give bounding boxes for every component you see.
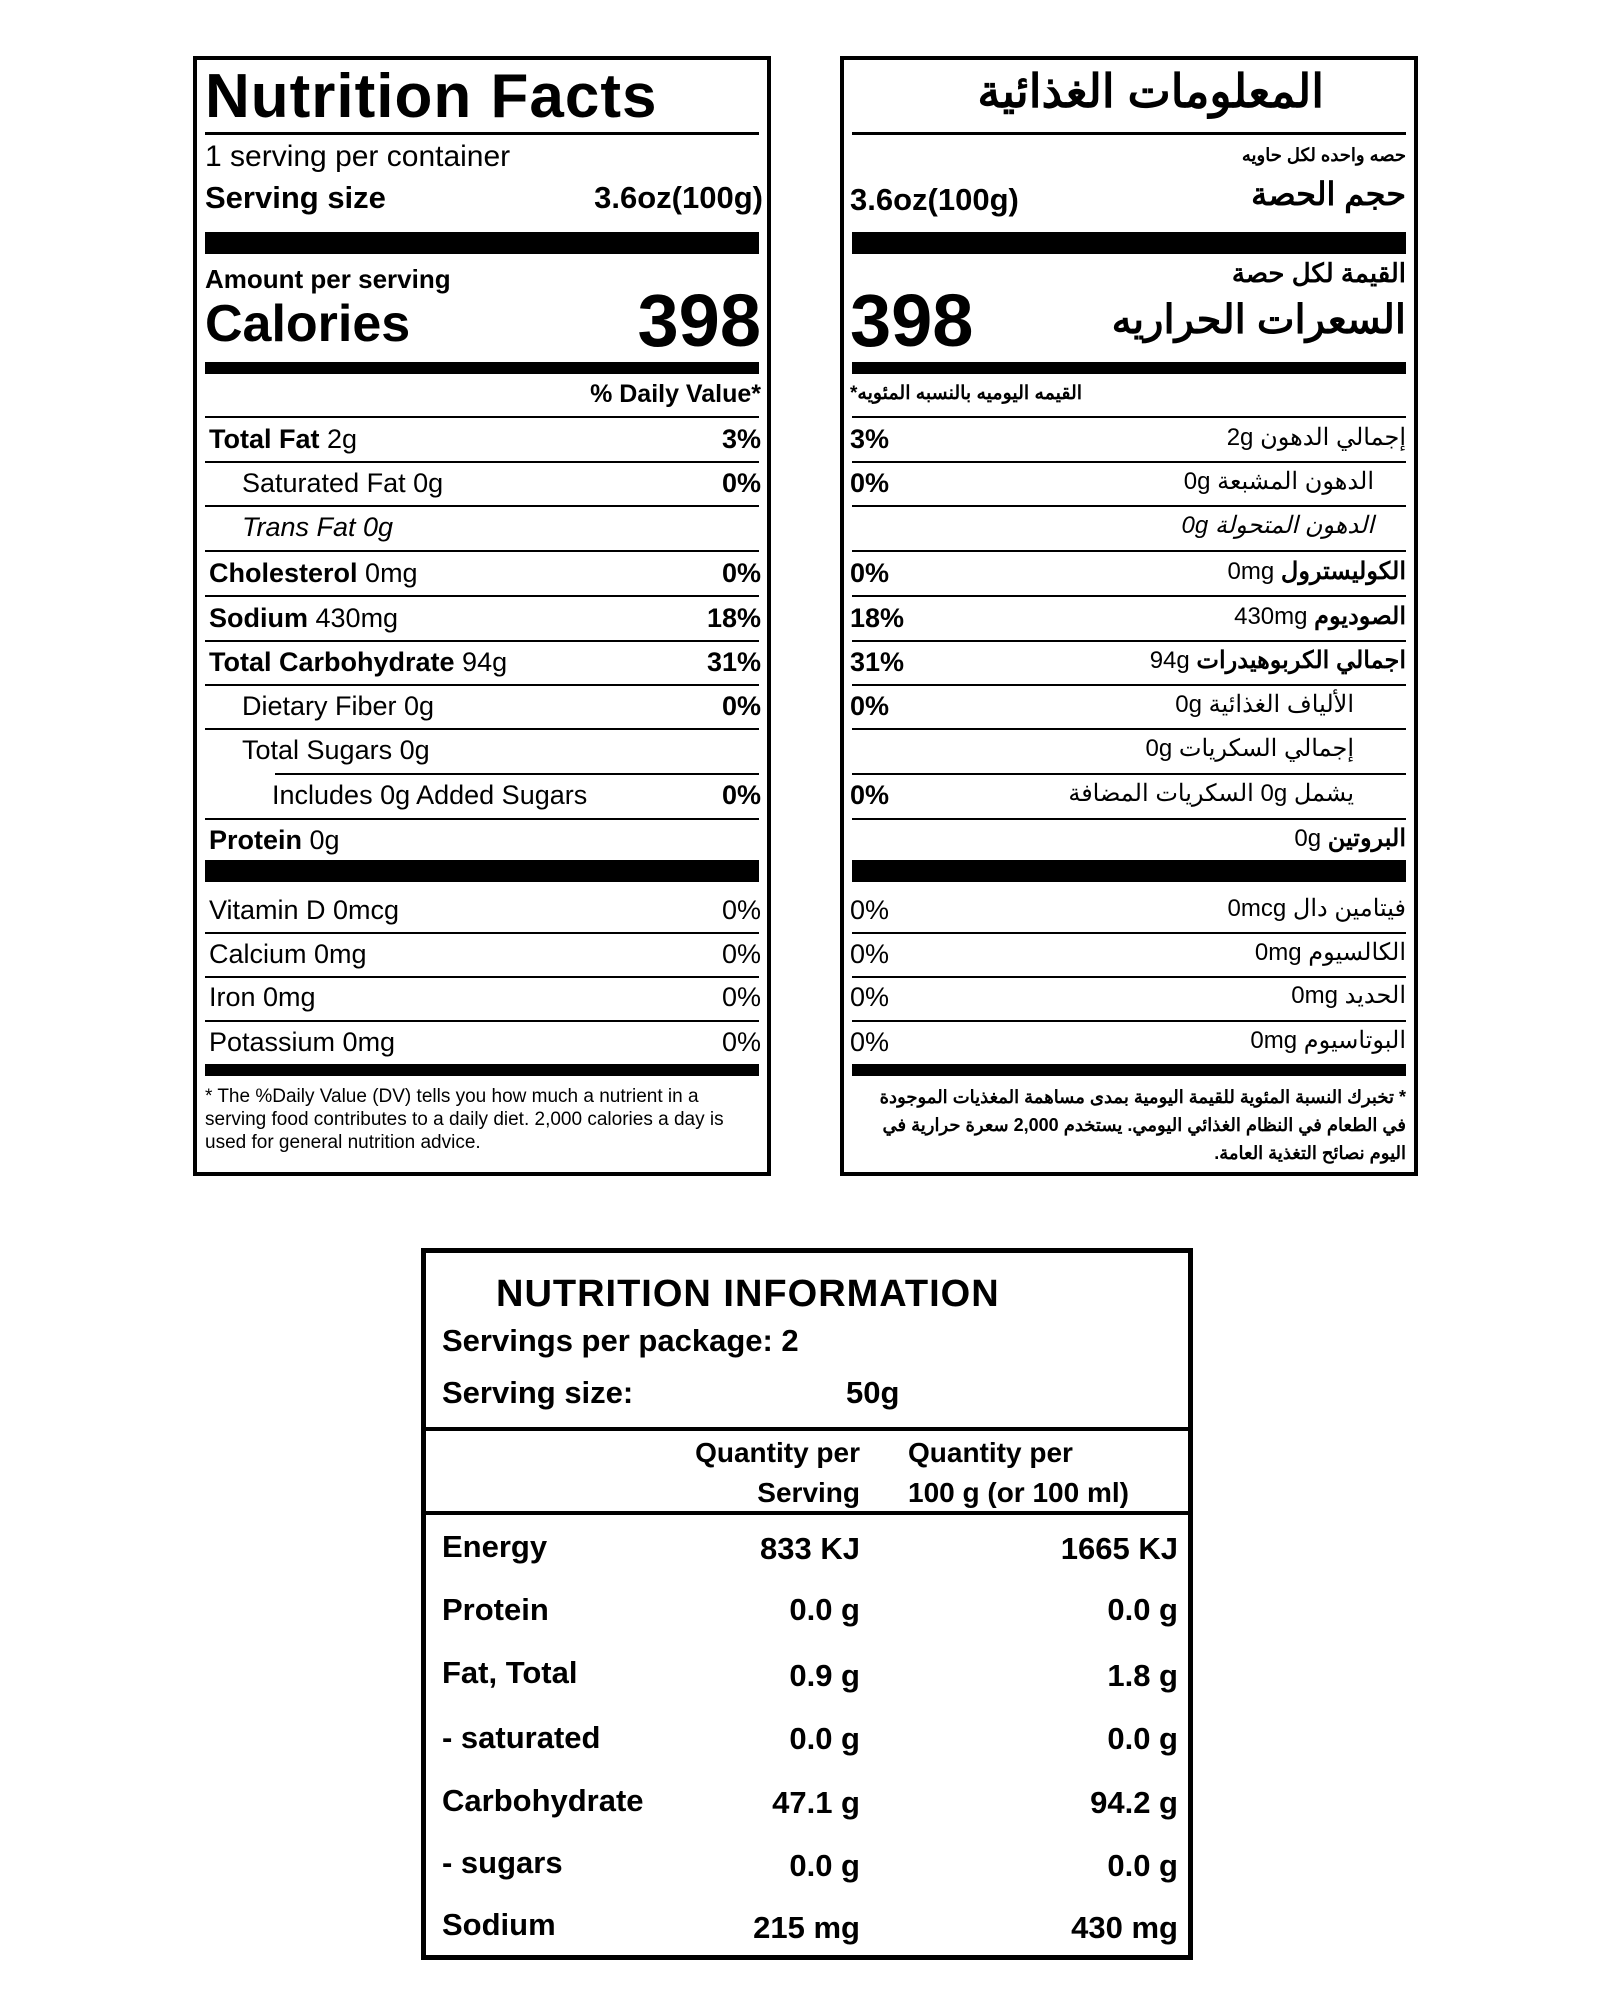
en-nutrient-row: Sodium 430mg xyxy=(209,603,399,633)
col-per-serving-header-2: Serving xyxy=(757,1477,860,1508)
en-footnote: * The %Daily Value (DV) tells you how much a nutrient in a serving food contributes to a daily diet. 2,000 calories a day is used for general nutrition advice. xyxy=(205,1086,724,1153)
en-serving-size-label: Serving size xyxy=(205,180,386,215)
medium-divider xyxy=(852,362,1406,374)
divider xyxy=(205,132,759,135)
divider xyxy=(852,1020,1406,1022)
divider xyxy=(852,684,1406,686)
ar-vitamin-row: الحديد 0mg xyxy=(1291,982,1406,1009)
info-row-name: Sodium xyxy=(442,1907,556,1942)
divider xyxy=(205,684,759,686)
medium-divider xyxy=(205,1064,759,1076)
en-vitamin-dv: 0% xyxy=(721,982,761,1012)
divider xyxy=(205,595,759,597)
ar-nutrient-row: الدهون المتحولة 0g xyxy=(1181,512,1374,539)
col-per-serving-header-1: Quantity per xyxy=(695,1437,860,1468)
info-row-per-100: 0.0 g xyxy=(1107,1721,1178,1756)
thick-divider xyxy=(852,232,1406,254)
ar-servings-per-container: حصه واحده لكل حاويه xyxy=(1241,145,1406,165)
ar-daily-value-header: القيمه اليوميه بالنسبه المئويه* xyxy=(850,383,1083,404)
divider xyxy=(852,728,1406,730)
en-vitamin-dv: 0% xyxy=(721,1027,761,1057)
info-title: NUTRITION INFORMATION xyxy=(496,1273,1000,1315)
en-nutrient-dv: 0% xyxy=(721,780,761,810)
divider xyxy=(852,416,1406,418)
info-row-per-100: 430 mg xyxy=(1071,1910,1178,1945)
en-nutrient-dv: 31% xyxy=(706,647,761,677)
info-row-name: - sugars xyxy=(442,1845,563,1880)
divider xyxy=(852,932,1406,934)
en-title: Nutrition Facts xyxy=(205,62,658,131)
ar-calories-label: السعرات الحراريه xyxy=(1111,298,1406,342)
info-row-per-serving: 0.0 g xyxy=(789,1848,860,1883)
en-calories-label: Calories xyxy=(205,295,411,353)
divider xyxy=(852,461,1406,463)
en-nutrient-row: Saturated Fat 0g xyxy=(242,468,444,498)
thick-divider xyxy=(205,232,759,254)
ar-vitamin-dv: 0% xyxy=(850,1027,890,1057)
ar-vitamin-dv: 0% xyxy=(850,895,890,925)
divider xyxy=(852,818,1406,820)
en-nutrient-row: Cholesterol 0mg xyxy=(209,558,418,588)
info-row-per-serving: 215 mg xyxy=(753,1910,860,1945)
en-nutrient-row: Dietary Fiber 0g xyxy=(242,691,435,721)
en-amount-per-serving: Amount per serving xyxy=(205,264,451,294)
info-serving-size-label: Serving size: xyxy=(442,1375,634,1410)
info-row-per-serving: 0.9 g xyxy=(789,1658,860,1693)
en-vitamin-dv: 0% xyxy=(721,939,761,969)
divider xyxy=(205,1020,759,1022)
en-nutrient-row: Total Carbohydrate 94g xyxy=(209,647,508,677)
en-nutrient-row: Includes 0g Added Sugars xyxy=(272,780,588,810)
ar-nutrient-dv: 0% xyxy=(850,558,890,588)
ar-nutrient-dv: 31% xyxy=(850,647,905,677)
info-row-per-serving: 0.0 g xyxy=(789,1592,860,1627)
info-row-name: Energy xyxy=(442,1529,548,1564)
en-nutrient-dv: 0% xyxy=(721,558,761,588)
ar-nutrient-dv: 0% xyxy=(850,691,890,721)
ar-nutrient-dv: 0% xyxy=(850,780,890,810)
en-vitamin-dv: 0% xyxy=(721,895,761,925)
info-row-per-100: 1.8 g xyxy=(1107,1658,1178,1693)
nutrition-facts-label-english xyxy=(193,56,771,1176)
en-vitamin-row: Iron 0mg xyxy=(209,982,316,1012)
divider xyxy=(852,773,1406,775)
ar-vitamin-row: فيتامين دال 0mcg xyxy=(1227,895,1406,922)
info-row-per-100: 1665 KJ xyxy=(1060,1531,1178,1566)
divider xyxy=(852,595,1406,597)
en-nutrient-row: Protein 0g xyxy=(209,825,340,855)
servings-per-package: Servings per package: 2 xyxy=(442,1323,799,1358)
ar-nutrient-row: الألياف الغذائية 0g xyxy=(1175,691,1354,718)
ar-nutrient-row: البروتين 0g xyxy=(1294,825,1406,852)
col-per-100-header-2: 100 g (or 100 ml) xyxy=(908,1477,1129,1508)
info-row-name: Protein xyxy=(442,1592,549,1627)
divider xyxy=(852,640,1406,642)
divider xyxy=(205,505,759,507)
ar-nutrient-dv: 3% xyxy=(850,424,890,454)
en-nutrient-dv: 0% xyxy=(721,691,761,721)
en-nutrient-dv: 18% xyxy=(706,603,761,633)
en-nutrient-row: Total Fat 2g xyxy=(209,424,358,454)
en-daily-value-header: % Daily Value* xyxy=(590,380,761,408)
info-row-name: Fat, Total xyxy=(442,1655,578,1690)
ar-nutrient-row: إجمالي السكريات 0g xyxy=(1145,735,1354,762)
ar-nutrient-dv: 18% xyxy=(850,603,905,633)
en-vitamin-row: Calcium 0mg xyxy=(209,939,367,969)
ar-amount-per-serving: القيمة لكل حصة xyxy=(1231,258,1406,288)
divider xyxy=(205,818,759,820)
divider xyxy=(852,976,1406,978)
thick-divider xyxy=(852,860,1406,882)
divider xyxy=(205,461,759,463)
ar-calories-value: 398 xyxy=(850,279,974,362)
info-row-per-100: 0.0 g xyxy=(1107,1592,1178,1627)
divider xyxy=(205,728,759,730)
divider xyxy=(852,132,1406,135)
en-nutrient-row: Total Sugars 0g xyxy=(242,735,430,765)
ar-vitamin-dv: 0% xyxy=(850,982,890,1012)
info-row-per-serving: 47.1 g xyxy=(772,1785,860,1820)
info-row-per-serving: 0.0 g xyxy=(789,1721,860,1756)
ar-vitamin-row: البوتاسيوم 0mg xyxy=(1250,1027,1406,1054)
medium-divider xyxy=(205,362,759,374)
info-row-per-100: 0.0 g xyxy=(1107,1848,1178,1883)
info-row-per-100: 94.2 g xyxy=(1090,1785,1178,1820)
ar-nutrient-row: الكوليسترول 0mg xyxy=(1227,558,1406,585)
ar-nutrient-row: اجمالي الكربوهيدرات 94g xyxy=(1149,647,1406,674)
divider xyxy=(205,550,759,552)
ar-vitamin-dv: 0% xyxy=(850,939,890,969)
info-row-per-serving: 833 KJ xyxy=(760,1531,860,1566)
ar-nutrient-row: إجمالي الدهون 2g xyxy=(1226,424,1406,451)
divider xyxy=(205,976,759,978)
ar-serving-size-label: حجم الحصة xyxy=(1251,176,1406,212)
nutrition-facts-label-arabic xyxy=(840,56,1418,1176)
info-row-name: - saturated xyxy=(442,1720,601,1755)
divider xyxy=(852,505,1406,507)
ar-vitamin-row: الكالسيوم 0mg xyxy=(1254,939,1406,966)
divider xyxy=(275,773,759,775)
en-serving-size-value: 3.6oz(100g) xyxy=(594,180,763,215)
nutrition-information-panel xyxy=(421,1248,1193,1960)
divider xyxy=(852,550,1406,552)
ar-nutrient-row: يشمل 0g السكريات المضافة xyxy=(1068,780,1354,807)
ar-nutrient-dv: 0% xyxy=(850,468,890,498)
ar-footnote: * تخبرك النسبة المئوية للقيمة اليومية بمدى مساهمة المغذيات الموجودة في الطعام في النظام الغذائي اليومي. يستخدم 2,000 سعرة حرارية في اليوم نصائح التغذية العامة. xyxy=(879,1087,1406,1163)
thick-divider xyxy=(205,860,759,882)
en-vitamin-row: Vitamin D 0mcg xyxy=(209,895,400,925)
en-nutrient-dv: 3% xyxy=(721,424,761,454)
ar-nutrient-row: الصوديوم 430mg xyxy=(1234,603,1406,630)
en-servings-per-container: 1 serving per container xyxy=(205,140,511,173)
col-per-100-header-1: Quantity per xyxy=(908,1437,1073,1468)
en-vitamin-row: Potassium 0mg xyxy=(209,1027,396,1057)
divider xyxy=(426,1427,1188,1431)
info-serving-size-value: 50g xyxy=(846,1375,900,1410)
divider xyxy=(205,416,759,418)
en-nutrient-row: Trans Fat 0g xyxy=(242,512,394,542)
ar-title: المعلومات الغذائية xyxy=(977,65,1324,117)
en-nutrient-dv: 0% xyxy=(721,468,761,498)
info-row-name: Carbohydrate xyxy=(442,1783,644,1818)
ar-nutrient-row: الدهون المشبعة 0g xyxy=(1183,468,1374,495)
divider xyxy=(426,1511,1188,1515)
divider xyxy=(205,640,759,642)
medium-divider xyxy=(852,1064,1406,1076)
en-calories-value: 398 xyxy=(637,279,761,362)
ar-serving-size-value: 3.6oz(100g) xyxy=(850,182,1019,217)
divider xyxy=(205,932,759,934)
